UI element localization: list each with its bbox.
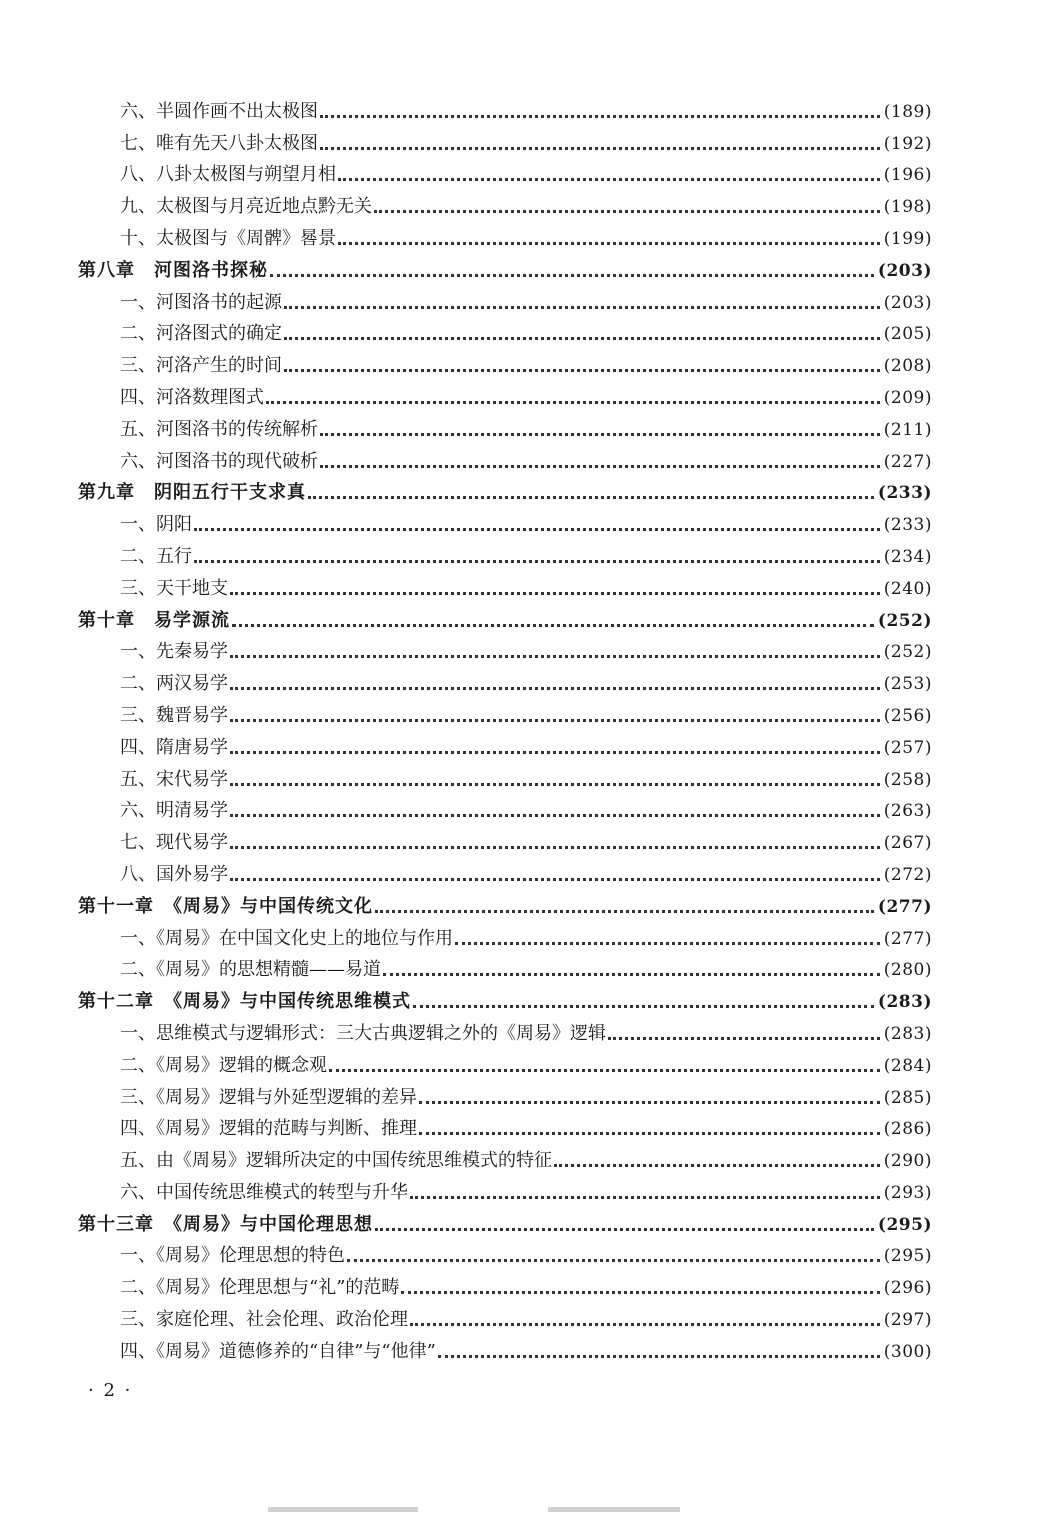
toc-entry-page: (192) [883,133,932,154]
toc-section-row [78,791,932,823]
toc-entry-title: 五、河图洛书的传统解析 [120,418,318,440]
toc-section-row [78,632,932,664]
dot-leader [320,465,880,468]
toc-entry-title: 三、魏晋易学 [120,704,228,726]
toc-entry-page: (284) [883,1055,932,1076]
toc-entry-page: (286) [883,1119,932,1140]
toc-entry-title: 第十二章 《周易》与中国传统思维模式 [78,991,411,1013]
dot-leader [419,1132,880,1135]
toc-entry-page: (199) [883,228,932,249]
dot-leader [375,910,874,913]
toc-chapter-row [78,1204,932,1236]
toc-chapter-row [78,886,932,918]
dot-leader [230,814,880,817]
toc-section-row [78,568,932,600]
toc-entry-page: (203) [883,292,932,313]
toc-entry-page: (252) [883,642,932,663]
toc-entry-title: 三、天干地支 [120,577,228,599]
toc-entry-title: 二、河洛图式的确定 [120,323,282,345]
toc-entry-page: (293) [883,1182,932,1203]
toc-entry-page: (257) [883,737,932,758]
toc-entry-title: 四、《周易》逻辑的范畴与判断、推理 [120,1118,417,1140]
dot-leader [230,592,880,595]
dot-leader [608,1037,880,1040]
dot-leader [230,719,880,722]
toc-entry-title: 六、中国传统思维模式的转型与升华 [120,1181,408,1203]
toc-entry-title: 第十一章 《周易》与中国传统文化 [78,895,373,917]
dot-leader [329,1069,880,1072]
dot-leader [230,846,880,849]
dot-leader [320,147,880,150]
dot-leader [308,496,874,499]
toc-section-row [78,186,932,218]
toc-entry-page: (267) [883,833,932,854]
toc-section-row [78,504,932,536]
dot-leader [374,210,880,213]
dot-leader [270,274,874,277]
toc-entry-page: (272) [883,864,932,885]
toc-entry-title: 六、河图洛书的现代破析 [120,450,318,472]
dot-leader [194,528,880,531]
toc-section-row [78,1299,932,1331]
dot-leader [284,306,880,309]
toc-entry-title: 二、两汉易学 [120,673,228,695]
toc-entry-page: (290) [883,1151,932,1172]
toc-entry-page: (211) [883,419,932,440]
toc-entry-title: 七、现代易学 [120,832,228,854]
dot-leader [413,1005,874,1008]
toc-section-row [78,1172,932,1204]
toc-entry-page: (205) [883,324,932,345]
scan-artifact [548,1507,680,1512]
toc-entry-page: (208) [883,356,932,377]
toc-section-row [78,409,932,441]
toc-entry-title: 八、国外易学 [120,863,228,885]
toc-entry-title: 三、《周易》逻辑与外延型逻辑的差异 [120,1086,417,1108]
toc-section-row [78,536,932,568]
toc-entry-page: (256) [883,705,932,726]
toc-entry-title: 第十三章 《周易》与中国伦理思想 [78,1213,373,1235]
toc-chapter-row [78,981,932,1013]
toc-entry-page: (277) [877,896,932,917]
dot-leader [284,337,880,340]
toc-entry-page: (280) [883,960,932,981]
toc-entry-title: 三、河洛产生的时间 [120,355,282,377]
dot-leader [401,1291,879,1294]
toc-section-row [78,918,932,950]
toc-section-row [78,345,932,377]
toc-entry-title: 第九章 阴阳五行干支求真 [78,482,306,504]
toc-entry-title: 五、宋代易学 [120,768,228,790]
toc-section-row [78,1109,932,1141]
dot-leader [338,178,880,181]
toc-entry-page: (252) [877,610,932,631]
dot-leader [554,1164,880,1167]
dot-leader [375,1228,874,1231]
toc-entry-page: (234) [883,546,932,567]
toc-entry-page: (285) [883,1087,932,1108]
toc-section-row [78,1236,932,1268]
page-number: · 2 · [88,1380,133,1401]
toc-chapter-row [78,250,932,282]
toc-entry-title: 七、唯有先天八卦太极图 [120,132,318,154]
toc-entry-page: (189) [883,101,932,122]
dot-leader [438,1355,880,1358]
toc-entry-title: 一、河图洛书的起源 [120,291,282,313]
toc-section-row [78,377,932,409]
toc-section-row [78,695,932,727]
toc-entry-page: (240) [883,578,932,599]
toc-section-row [78,1267,932,1299]
toc-section-row [78,1045,932,1077]
toc-section-row [78,314,932,346]
toc-entry-page: (233) [883,515,932,536]
toc-entry-title: 五、由《周易》逻辑所决定的中国传统思维模式的特征 [120,1150,552,1172]
toc-entry-page: (295) [877,1214,932,1235]
toc-section-row [78,822,932,854]
toc-entry-title: 二、《周易》的思想精髓——易道 [120,959,381,981]
toc-entry-page: (300) [883,1341,932,1362]
dot-leader [232,624,874,627]
toc-entry-title: 一、先秦易学 [120,641,228,663]
toc-entry-title: 九、太极图与月亮近地点黔无关 [120,196,372,218]
toc-entry-title: 二、《周易》伦理思想与“礼”的范畴 [120,1277,400,1299]
toc-section-row [78,727,932,759]
dot-leader [455,942,880,945]
toc-entry-page: (277) [883,928,932,949]
toc-entry-page: (297) [883,1310,932,1331]
toc-section-row [78,218,932,250]
toc-entry-page: (203) [877,260,932,281]
toc-entry-title: 十、太极图与《周髀》晷景 [120,227,336,249]
toc-entry-title: 第十章 易学源流 [78,609,230,631]
toc-entry-title: 六、明清易学 [120,800,228,822]
toc-entry-page: (198) [883,197,932,218]
toc-entry-title: 一、《周易》在中国文化史上的地位与作用 [120,927,453,949]
toc-section-row [78,1331,932,1363]
toc-section-row [78,441,932,473]
toc-chapter-row [78,600,932,632]
toc-entry-page: (295) [883,1246,932,1267]
toc-entry-page: (253) [883,674,932,695]
toc-entry-page: (233) [877,483,932,504]
dot-leader [320,433,880,436]
toc-entry-title: 三、家庭伦理、社会伦理、政治伦理 [120,1309,408,1331]
toc-entry-title: 二、《周易》逻辑的概念观 [120,1054,327,1076]
toc-entry-page: (227) [883,451,932,472]
toc-entry-page: (283) [883,1023,932,1044]
dot-leader [419,1101,880,1104]
toc-section-row [78,282,932,314]
dot-leader [230,783,880,786]
toc-entry-title: 第八章 河图洛书探秘 [78,259,268,281]
dot-leader [266,401,880,404]
toc-section-row [78,155,932,187]
dot-leader [284,369,880,372]
toc-entry-page: (196) [883,165,932,186]
toc-entry-title: 一、阴阳 [120,514,192,536]
toc-entry-page: (263) [883,801,932,822]
toc-entry-page: (209) [883,387,932,408]
toc-section-row [78,759,932,791]
toc-section-row [78,950,932,982]
dot-leader [230,687,880,690]
toc-section-row [78,91,932,123]
toc-entry-page: (258) [883,769,932,790]
dot-leader [383,973,880,976]
toc-section-row [78,663,932,695]
dot-leader [410,1196,880,1199]
dot-leader [410,1323,880,1326]
dot-leader [230,751,880,754]
dot-leader [194,560,880,563]
toc-entry-page: (283) [877,992,932,1013]
toc-section-row [78,123,932,155]
toc-section-row [78,1013,932,1045]
dot-leader [230,878,880,881]
dot-leader [347,1259,880,1262]
toc-entry-title: 四、河洛数理图式 [120,386,264,408]
toc-section-row [78,1140,932,1172]
toc-entry-title: 六、半圆作画不出太极图 [120,100,318,122]
dot-leader [230,655,880,658]
toc-entry-title: 一、《周易》伦理思想的特色 [120,1245,345,1267]
toc-entry-title: 四、隋唐易学 [120,736,228,758]
dot-leader [338,242,880,245]
table-of-contents [78,91,932,1363]
toc-entry-title: 八、八卦太极图与朔望月相 [120,164,336,186]
toc-chapter-row [78,473,932,505]
toc-entry-title: 二、五行 [120,545,192,567]
toc-section-row [78,854,932,886]
toc-entry-title: 四、《周易》道德修养的“自律”与“他律” [120,1340,436,1362]
toc-section-row [78,1077,932,1109]
dot-leader [320,115,880,118]
toc-entry-title: 一、思维模式与逻辑形式：三大古典逻辑之外的《周易》逻辑 [120,1022,606,1044]
scan-artifact [268,1507,418,1512]
toc-entry-page: (296) [883,1278,932,1299]
